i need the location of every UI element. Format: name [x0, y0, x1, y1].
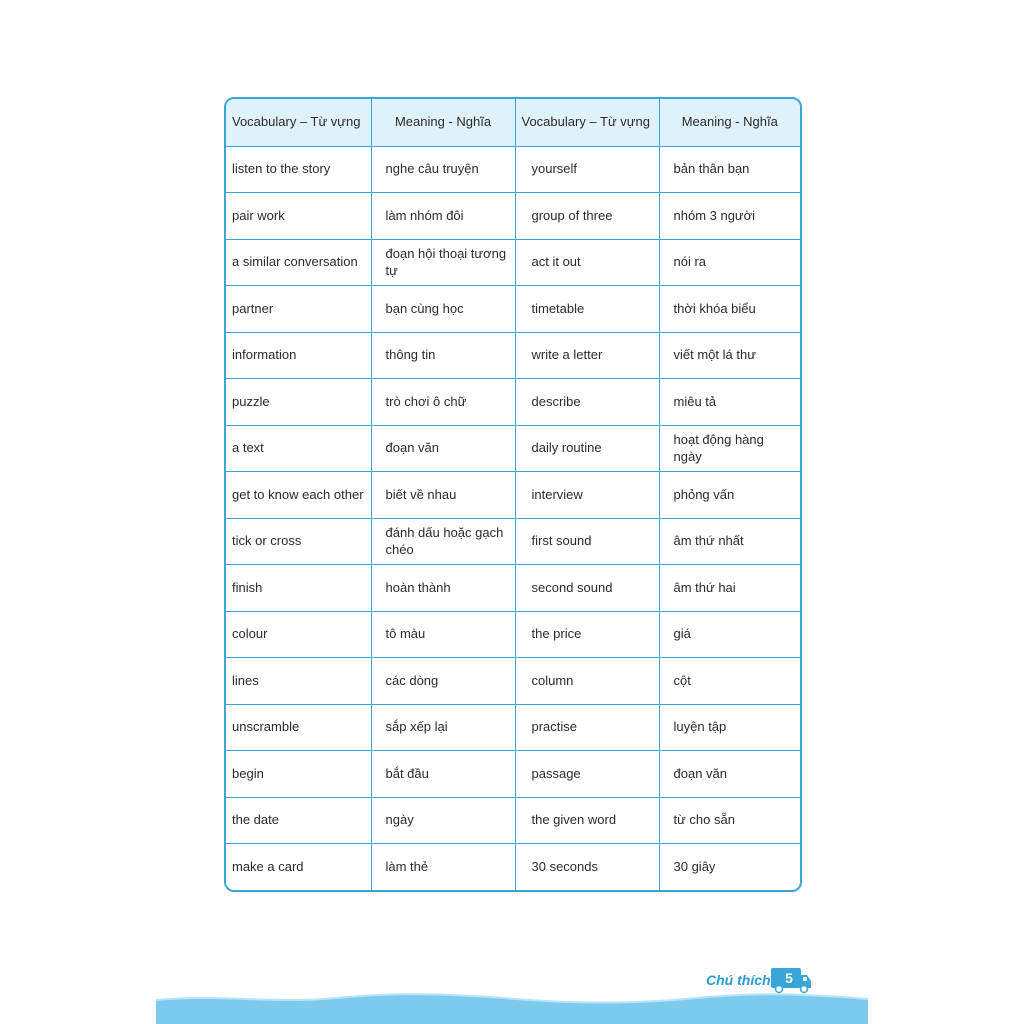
- vocabulary-cell: the date: [226, 797, 371, 844]
- meaning-cell: cột: [659, 658, 800, 705]
- meaning-cell: luyện tập: [659, 704, 800, 751]
- table-row: [226, 379, 800, 426]
- meaning-cell: bạn cùng học: [371, 286, 515, 333]
- header-meaning-1: Meaning - Nghĩa: [371, 99, 515, 146]
- vocabulary-cell: listen to the story: [226, 146, 371, 193]
- vocabulary-cell: lines: [226, 658, 371, 705]
- meaning-cell: thời khóa biểu: [659, 286, 800, 333]
- meaning-cell: từ cho sẵn: [659, 797, 800, 844]
- vocabulary-cell: make a card: [226, 844, 371, 891]
- meaning-cell: biết về nhau: [371, 472, 515, 519]
- vocabulary-cell: column: [515, 658, 659, 705]
- meaning-cell: viết một lá thư: [659, 332, 800, 379]
- footer-wave-band: [156, 990, 868, 1024]
- vocabulary-cell: the price: [515, 611, 659, 658]
- vocabulary-cell: group of three: [515, 193, 659, 240]
- vocabulary-cell: first sound: [515, 518, 659, 565]
- table-row: [226, 286, 800, 333]
- meaning-cell: đoạn văn: [659, 751, 800, 798]
- meaning-cell: phỏng vấn: [659, 472, 800, 519]
- vocabulary-cell: second sound: [515, 565, 659, 612]
- table-row: [226, 751, 800, 798]
- meaning-cell: sắp xếp lại: [371, 704, 515, 751]
- table-row: [226, 844, 800, 891]
- vocabulary-cell: act it out: [515, 239, 659, 286]
- vocabulary-cell: a text: [226, 425, 371, 472]
- header-vocabulary-1: Vocabulary – Từ vựng: [226, 99, 371, 146]
- meaning-cell: đoạn văn: [371, 425, 515, 472]
- vocabulary-cell: partner: [226, 286, 371, 333]
- vocabulary-cell: timetable: [515, 286, 659, 333]
- meaning-cell: ngày: [371, 797, 515, 844]
- vocabulary-cell: 30 seconds: [515, 844, 659, 891]
- meaning-cell: làm nhóm đôi: [371, 193, 515, 240]
- header-meaning-2: Meaning - Nghĩa: [659, 99, 800, 146]
- table-row: [226, 239, 800, 286]
- vocabulary-cell: tick or cross: [226, 518, 371, 565]
- table-row: [226, 518, 800, 565]
- vocabulary-cell: unscramble: [226, 704, 371, 751]
- meaning-cell: thông tin: [371, 332, 515, 379]
- meaning-cell: âm thứ hai: [659, 565, 800, 612]
- table-row: [226, 425, 800, 472]
- meaning-cell: trò chơi ô chữ: [371, 379, 515, 426]
- meaning-cell: tô màu: [371, 611, 515, 658]
- meaning-cell: nghe câu truyện: [371, 146, 515, 193]
- table-row: [226, 146, 800, 193]
- vocabulary-cell: get to know each other: [226, 472, 371, 519]
- table-row: [226, 658, 800, 705]
- table-row: [226, 565, 800, 612]
- meaning-cell: làm thẻ: [371, 844, 515, 891]
- meaning-cell: 30 giây: [673, 859, 716, 875]
- table-row: [226, 611, 800, 658]
- meaning-cell: nhóm 3 người: [659, 193, 800, 240]
- meaning-cell: âm thứ nhất: [659, 518, 800, 565]
- vocabulary-cell: a similar conversation: [226, 239, 371, 286]
- table-row: [226, 332, 800, 379]
- vocabulary-cell: pair work: [226, 193, 371, 240]
- meaning-cell: đánh dấu hoặc gạch chéo: [371, 518, 515, 565]
- meaning-cell: giá: [659, 611, 800, 658]
- meaning-cell: nói ra: [659, 239, 800, 286]
- vocabulary-cell: practise: [515, 704, 659, 751]
- vocabulary-cell: write a letter: [515, 332, 659, 379]
- vocabulary-cell: yourself: [515, 146, 659, 193]
- vocabulary-table: [224, 97, 802, 892]
- vocabulary-cell: daily routine: [515, 425, 659, 472]
- meaning-cell: bắt đầu: [371, 751, 515, 798]
- vocabulary-cell: puzzle: [226, 379, 371, 426]
- meaning-cell: bản thân bạn: [659, 146, 800, 193]
- table-row: [226, 472, 800, 519]
- meaning-cell: hoạt động hàng ngày: [659, 425, 800, 472]
- header-vocabulary-2: Vocabulary – Từ vựng: [515, 99, 659, 146]
- vocabulary-cell: passage: [515, 751, 659, 798]
- vocabulary-cell: information: [226, 332, 371, 379]
- vocabulary-cell: interview: [515, 472, 659, 519]
- vocabulary-cell: colour: [226, 611, 371, 658]
- table-row: [226, 193, 800, 240]
- vocabulary-cell: finish: [226, 565, 371, 612]
- table-row: [226, 797, 800, 844]
- vocabulary-cell: describe: [515, 379, 659, 426]
- meaning-cell: các dòng: [371, 658, 515, 705]
- vocabulary-cell: begin: [226, 751, 371, 798]
- meaning-cell: đoạn hội thoại tương tự: [371, 239, 515, 286]
- meaning-cell: miêu tả: [659, 379, 800, 426]
- page-number: 5: [785, 970, 793, 986]
- meaning-cell: hoàn thành: [371, 565, 515, 612]
- footer-label: Chú thích: [706, 972, 771, 988]
- vocabulary-cell: the given word: [515, 797, 659, 844]
- table-header-row: [226, 99, 800, 146]
- table-row: [226, 704, 800, 751]
